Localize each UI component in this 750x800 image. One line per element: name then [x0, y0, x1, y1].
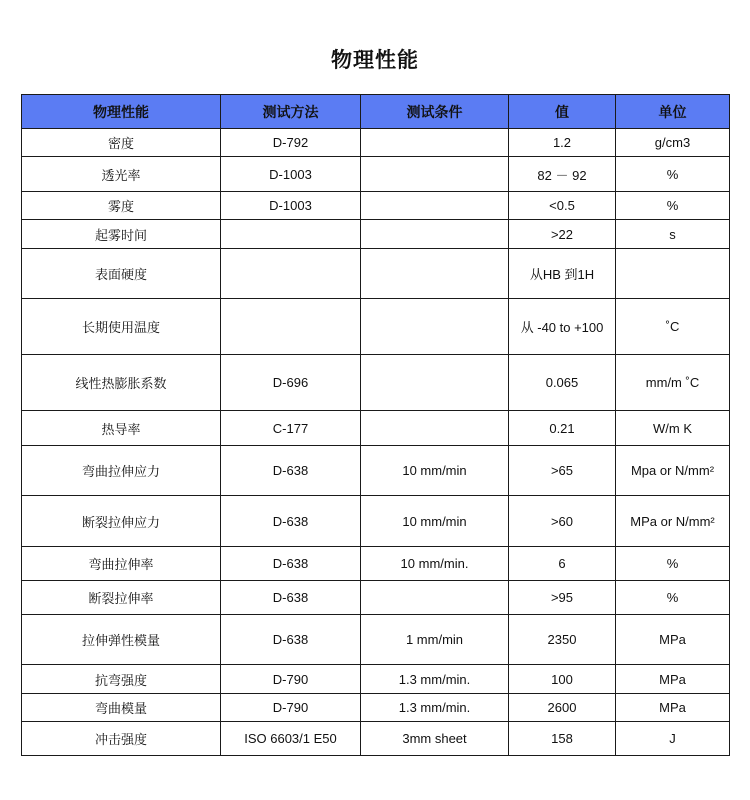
- table-header-row: [22, 95, 730, 129]
- cell-property: 表面硬度: [22, 249, 221, 299]
- cell-method: [221, 299, 361, 355]
- cell-unit: %: [616, 547, 730, 581]
- cell-unit: MPa: [616, 694, 730, 722]
- cell-method: D-792: [221, 129, 361, 157]
- cell-method: D-790: [221, 665, 361, 694]
- cell-unit: %: [616, 581, 730, 615]
- cell-method: D-1003: [221, 192, 361, 220]
- cell-method: D-638: [221, 615, 361, 665]
- cell-condition: [361, 157, 509, 192]
- cell-unit: %: [616, 192, 730, 220]
- cell-unit: ˚C: [616, 299, 730, 355]
- cell-property: 拉伸弹性模量: [22, 615, 221, 665]
- cell-value: 0.21: [509, 411, 616, 446]
- cell-value: >65: [509, 446, 616, 496]
- header-test-method: 测试方法: [221, 95, 361, 129]
- cell-property: 冲击强度: [22, 722, 221, 756]
- table-row: [22, 547, 730, 581]
- table-row: [22, 192, 730, 220]
- cell-unit: MPa: [616, 665, 730, 694]
- cell-property: 抗弯强度: [22, 665, 221, 694]
- cell-value: 从 -40 to +100: [509, 299, 616, 355]
- cell-unit: s: [616, 220, 730, 249]
- cell-property: 弯曲拉伸率: [22, 547, 221, 581]
- cell-method: D-790: [221, 694, 361, 722]
- cell-method: ISO 6603/1 E50: [221, 722, 361, 756]
- cell-unit: W/m K: [616, 411, 730, 446]
- cell-value: 82 － 92: [509, 157, 616, 192]
- table-row: [22, 249, 730, 299]
- cell-property: 线性热膨胀系数: [22, 355, 221, 411]
- cell-unit: [616, 249, 730, 299]
- cell-method: [221, 220, 361, 249]
- cell-value: 100: [509, 665, 616, 694]
- table-row: [22, 220, 730, 249]
- cell-property: 长期使用温度: [22, 299, 221, 355]
- cell-property: 雾度: [22, 192, 221, 220]
- table-row: [22, 581, 730, 615]
- table-row: [22, 299, 730, 355]
- cell-condition: [361, 192, 509, 220]
- cell-condition: [361, 581, 509, 615]
- table-row: [22, 446, 730, 496]
- cell-unit: %: [616, 157, 730, 192]
- cell-unit: MPa or N/mm²: [616, 496, 730, 547]
- table-row: [22, 496, 730, 547]
- cell-condition: 10 mm/min.: [361, 547, 509, 581]
- cell-value: 2350: [509, 615, 616, 665]
- cell-method: C-177: [221, 411, 361, 446]
- cell-value: 6: [509, 547, 616, 581]
- cell-unit: J: [616, 722, 730, 756]
- cell-value: 1.2: [509, 129, 616, 157]
- cell-condition: [361, 249, 509, 299]
- cell-value: <0.5: [509, 192, 616, 220]
- table-row: [22, 694, 730, 722]
- cell-value: >95: [509, 581, 616, 615]
- cell-condition: 1.3 mm/min.: [361, 694, 509, 722]
- cell-method: [221, 249, 361, 299]
- header-unit: 单位: [616, 95, 730, 129]
- cell-condition: [361, 220, 509, 249]
- cell-value: 从HB 到1H: [509, 249, 616, 299]
- cell-property: 起雾时间: [22, 220, 221, 249]
- cell-condition: 1.3 mm/min.: [361, 665, 509, 694]
- cell-unit: g/cm3: [616, 129, 730, 157]
- cell-method: D-638: [221, 547, 361, 581]
- table-row: [22, 157, 730, 192]
- header-test-condition: 测试条件: [361, 95, 509, 129]
- table-row: [22, 355, 730, 411]
- cell-value: 158: [509, 722, 616, 756]
- cell-condition: 1 mm/min: [361, 615, 509, 665]
- table-row: [22, 665, 730, 694]
- cell-condition: 10 mm/min: [361, 496, 509, 547]
- cell-value: 2600: [509, 694, 616, 722]
- cell-unit: mm/m ˚C: [616, 355, 730, 411]
- properties-table: [21, 94, 730, 756]
- cell-condition: [361, 355, 509, 411]
- table-row: [22, 129, 730, 157]
- cell-property: 弯曲拉伸应力: [22, 446, 221, 496]
- cell-property: 密度: [22, 129, 221, 157]
- cell-value: 0.065: [509, 355, 616, 411]
- cell-value: >22: [509, 220, 616, 249]
- cell-method: D-638: [221, 496, 361, 547]
- header-value: 值: [509, 95, 616, 129]
- table-row: [22, 411, 730, 446]
- cell-property: 断裂拉伸应力: [22, 496, 221, 547]
- table-row: [22, 722, 730, 756]
- cell-value: >60: [509, 496, 616, 547]
- cell-property: 热导率: [22, 411, 221, 446]
- header-property: 物理性能: [22, 95, 221, 129]
- cell-method: D-696: [221, 355, 361, 411]
- cell-unit: MPa: [616, 615, 730, 665]
- cell-condition: 10 mm/min: [361, 446, 509, 496]
- cell-condition: [361, 411, 509, 446]
- cell-condition: 3mm sheet: [361, 722, 509, 756]
- cell-method: D-638: [221, 581, 361, 615]
- cell-unit: Mpa or N/mm²: [616, 446, 730, 496]
- cell-condition: [361, 299, 509, 355]
- cell-property: 断裂拉伸率: [22, 581, 221, 615]
- table-row: [22, 615, 730, 665]
- cell-condition: [361, 129, 509, 157]
- page-title: 物理性能: [331, 48, 419, 72]
- cell-property: 弯曲模量: [22, 694, 221, 722]
- cell-method: D-1003: [221, 157, 361, 192]
- cell-property: 透光率: [22, 157, 221, 192]
- cell-method: D-638: [221, 446, 361, 496]
